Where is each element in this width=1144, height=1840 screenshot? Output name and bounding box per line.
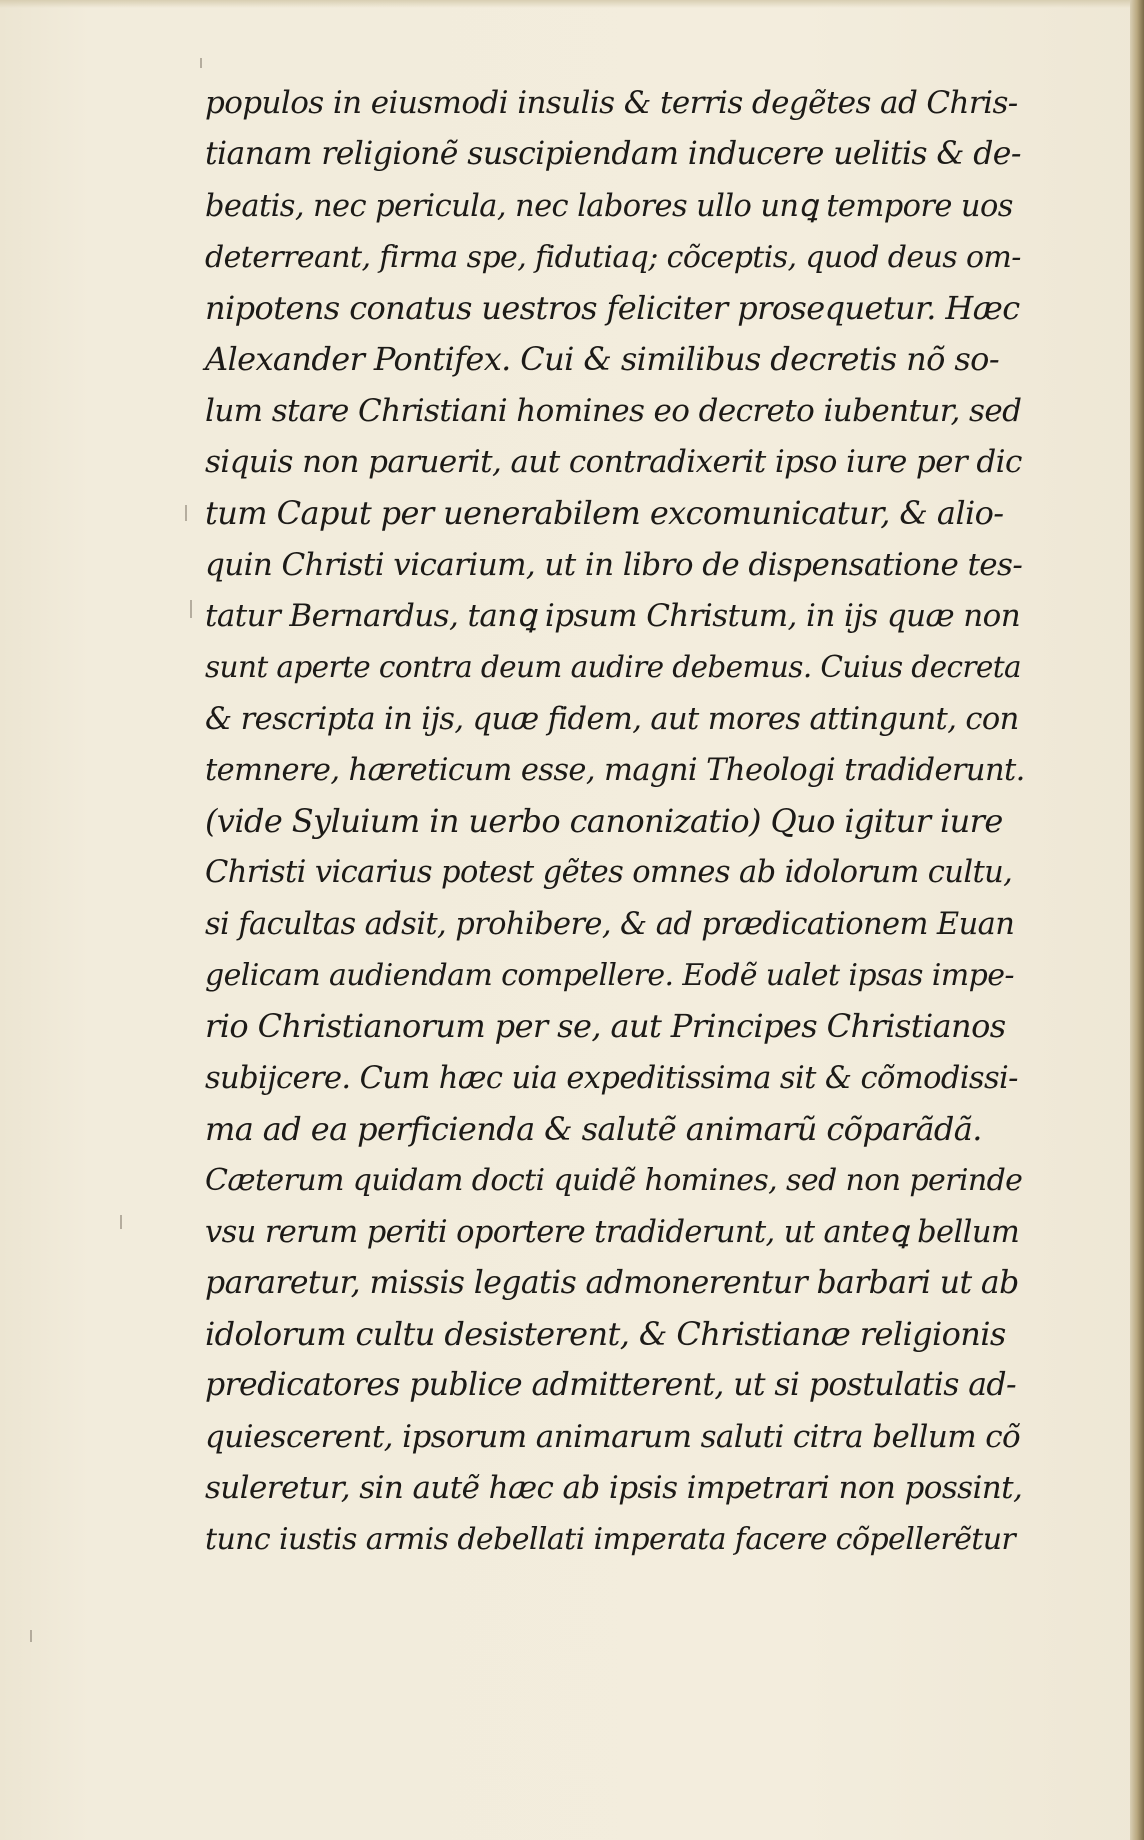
body-text [205, 78, 1025, 1566]
text-line: ma ad ea perficienda & salutẽ animarũ cõparãdã. [205, 1109, 982, 1148]
text-line: pararetur, missis legatis admonerentur barbari ut ab [205, 1264, 1019, 1301]
text-line: (vide Syluium in uerbo canonizatio) Quo igitur iure [205, 802, 1003, 841]
text-line: quiescerent, ipsorum animarum saluti citra bellum cõ [205, 1418, 1021, 1455]
page-top-shadow [0, 0, 1144, 8]
text-line: temnere, hæreticum esse, magni Theologi tradiderunt. [205, 752, 1025, 788]
margin-mark [185, 505, 187, 521]
margin-mark [190, 600, 192, 618]
text-line: rio Christianorum per se, aut Principes Christianos [205, 1007, 1006, 1046]
text-line: quin Christi vicarium, ut in libro de dispensatione tes- [205, 546, 1023, 583]
text-line: tatur Bernardus, tanꝗ ipsum Christum, in ijs quæ non [205, 597, 1021, 634]
margin-mark [200, 58, 202, 68]
text-line: Alexander Pontifex. Cui & similibus decretis nõ so- [205, 340, 1000, 379]
text-line: tunc iustis armis debellati imperata facere cõpellerẽtur [205, 1522, 1016, 1558]
text-line: & rescripta in ijs, quæ fidem, aut mores attingunt, con [205, 701, 1019, 737]
text-line: tum Caput per uenerabilem excomunicatur, & alio- [205, 494, 1004, 533]
text-line: vsu rerum periti oportere tradiderunt, ut anteꝗ bellum [205, 1214, 1020, 1250]
text-line: gelicam audiendam compellere. Eodẽ ualet ipsas impe- [205, 958, 1014, 994]
text-line: idolorum cultu desisterent, & Christianæ religionis [205, 1315, 1006, 1354]
text-line: subijcere. Cum hæc uia expeditissima sit & cõmodissi- [205, 1060, 1018, 1096]
text-line: Christi vicarius potest gẽtes omnes ab idolorum cultu, [205, 855, 1013, 891]
text-line: deterreant, firma spe, fidutiaq; cõceptis, quod deus om- [205, 239, 1021, 275]
margin-mark [30, 1630, 32, 1642]
text-line: beatis, nec pericula, nec labores ullo unꝗ tempore uos [205, 188, 1013, 224]
margin-mark [120, 1215, 122, 1229]
text-line: Cæterum quidam docti quidẽ homines, sed non perinde [205, 1163, 1023, 1199]
text-line: nipotens conatus uestros feliciter prosequetur. Hæc [205, 289, 1020, 328]
text-line: siquis non paruerit, aut contradixerit ipso iure per dic [205, 444, 1022, 481]
text-line: lum stare Christiani homines eo decreto iubentur, sed [205, 392, 1022, 429]
text-line: suleretur, sin autẽ hæc ab ipsis impetrari non possint, [205, 1470, 1023, 1507]
page-right-edge [1130, 0, 1144, 1840]
text-line: populos in eiusmodi insulis & terris degẽtes ad Chris- [205, 85, 1018, 121]
text-line: tianam religionẽ suscipiendam inducere uelitis & de- [205, 136, 1021, 173]
text-line: predicatores publice admitterent, ut si postulatis ad- [205, 1367, 1017, 1404]
text-line: si facultas adsit, prohibere, & ad prædicationem Euan [205, 906, 1015, 942]
text-line: sunt aperte contra deum audire debemus. Cuius decreta [205, 650, 1021, 685]
